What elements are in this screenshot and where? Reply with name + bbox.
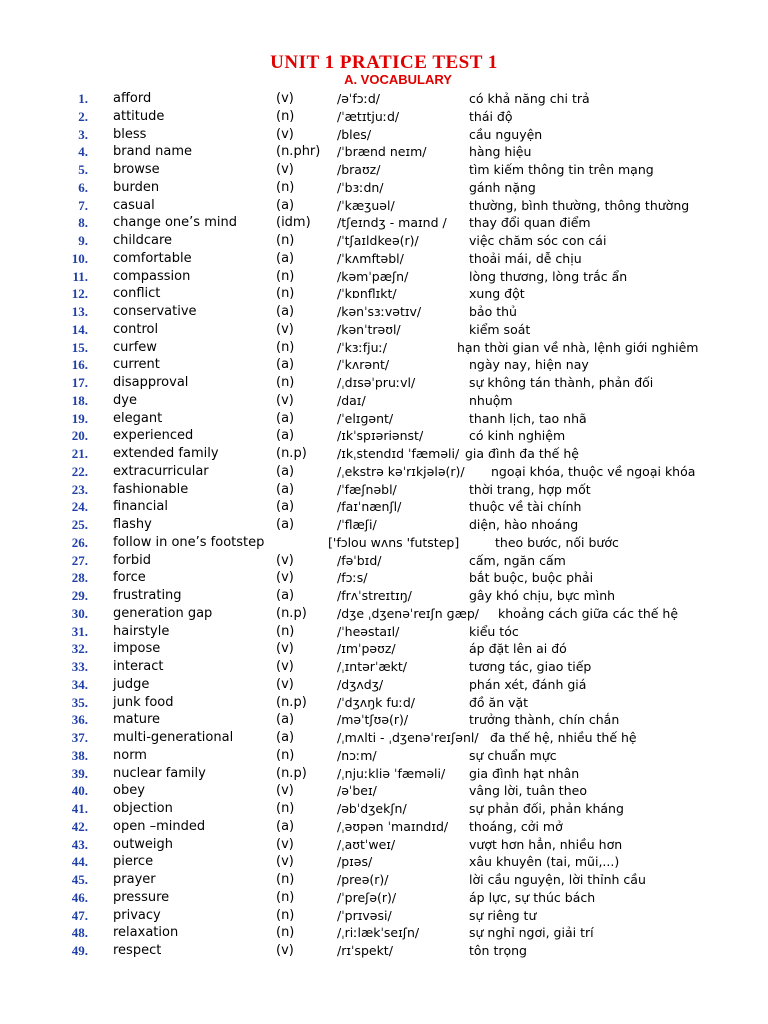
part-of-speech: (v) [276, 659, 294, 674]
item-number: 2. [78, 108, 88, 124]
pronunciation: /dʒʌdʒ/ [337, 676, 384, 692]
item-number: 19. [71, 410, 88, 426]
vietnamese-meaning: hạn thời gian về nhà, lệnh giới nghiêm [457, 339, 699, 355]
vocab-word: flashy [113, 517, 152, 532]
item-number: 40. [71, 783, 88, 799]
vocab-row [0, 605, 768, 623]
part-of-speech: (a) [276, 499, 295, 515]
pronunciation: /daɪ/ [337, 392, 366, 408]
item-number: 49. [71, 943, 88, 958]
vocab-word: junk food [113, 694, 174, 710]
vietnamese-meaning: vượt hơn hẳn, nhiều hơn [469, 836, 623, 852]
vocab-word: force [113, 570, 146, 586]
vocab-row [0, 232, 768, 250]
vocab-row [0, 427, 768, 445]
part-of-speech: (n.p) [276, 605, 307, 621]
item-number: 5. [78, 162, 88, 177]
vocab-row [0, 303, 768, 321]
vocab-word: attitude [113, 108, 165, 124]
part-of-speech: (n.phr) [276, 144, 321, 160]
vocab-row [0, 711, 768, 729]
vocab-word: current [113, 357, 160, 373]
item-number: 18. [71, 392, 88, 408]
vocab-row [0, 90, 768, 108]
vietnamese-meaning: ngày nay, hiện nay [469, 357, 589, 373]
part-of-speech: (n.p) [276, 694, 307, 710]
vietnamese-meaning: kiểu tóc [469, 623, 519, 639]
vocab-row [0, 924, 768, 942]
vietnamese-meaning: kiểm soát [469, 321, 531, 337]
pronunciation: /əbˈdʒekʃn/ [337, 801, 407, 816]
vocab-row [0, 374, 768, 392]
item-number: 43. [71, 836, 88, 852]
vietnamese-meaning: sự chuẩn mực [469, 747, 557, 763]
vietnamese-meaning: gia đình đa thế hệ [465, 446, 579, 461]
vocab-row [0, 587, 768, 605]
vocab-word: compassion [113, 268, 191, 284]
pronunciation: /ɪkˈspɪəriənst/ [337, 428, 424, 444]
part-of-speech: (a) [276, 357, 295, 373]
item-number: 14. [71, 321, 88, 337]
pronunciation: /faɪˈnænʃl/ [337, 499, 402, 515]
vocab-row [0, 871, 768, 889]
part-of-speech: (v) [276, 91, 294, 106]
pronunciation: /tʃeɪndʒ - maɪnd / [337, 215, 447, 231]
vietnamese-meaning: gánh nặng [469, 179, 536, 195]
part-of-speech: (a) [276, 197, 295, 213]
vietnamese-meaning: thuộc về tài chính [469, 499, 582, 515]
item-number: 16. [71, 357, 88, 373]
vocab-row [0, 463, 768, 481]
vocab-word: obey [113, 783, 145, 799]
vocab-row [0, 729, 768, 747]
vocab-row [0, 250, 768, 268]
vocab-word: multi-generational [113, 730, 234, 745]
part-of-speech: (n) [276, 747, 295, 763]
item-number: 4. [78, 144, 88, 160]
vocab-word: conservative [113, 304, 197, 319]
vocab-row [0, 445, 768, 463]
vietnamese-meaning: lòng thương, lòng trắc ẩn [469, 268, 628, 284]
vocab-row [0, 765, 768, 783]
vocab-row [0, 214, 768, 232]
pronunciation: /nɔːm/ [337, 747, 377, 763]
vietnamese-meaning: đa thế hệ, nhiều thế hệ [490, 730, 637, 745]
vocab-word: change one’s mind [113, 215, 237, 231]
vietnamese-meaning: thái độ [469, 108, 513, 124]
part-of-speech: (n) [276, 233, 295, 248]
vietnamese-meaning: sự nghỉ ngơi, giải trí [469, 925, 594, 941]
item-number: 46. [71, 889, 88, 905]
pronunciation: /ˈkʌmftəbl/ [337, 250, 404, 266]
vietnamese-meaning: việc chăm sóc con cái [469, 233, 607, 248]
item-number: 34. [71, 676, 88, 692]
vietnamese-meaning: ngoại khóa, thuộc về ngoại khóa [491, 463, 696, 479]
pronunciation: /braʊz/ [337, 162, 381, 177]
item-number: 9. [78, 233, 88, 248]
item-number: 8. [78, 215, 88, 231]
vocab-row [0, 552, 768, 570]
part-of-speech: (a) [276, 481, 295, 497]
pronunciation: /ˌɪntərˈækt/ [337, 659, 408, 674]
vocab-word: pierce [113, 854, 154, 870]
vocab-word: respect [113, 943, 162, 958]
part-of-speech: (n) [276, 108, 295, 124]
pronunciation: /ˈfæʃnəbl/ [337, 481, 397, 497]
vocab-word: disapproval [113, 375, 189, 390]
pronunciation: /bles/ [337, 126, 372, 142]
item-number: 36. [71, 712, 88, 728]
part-of-speech: (a) [276, 428, 295, 444]
vocab-word: mature [113, 712, 161, 728]
vietnamese-meaning: sự không tán thành, phản đối [469, 375, 654, 390]
vocab-row [0, 694, 768, 712]
part-of-speech: (a) [276, 588, 295, 603]
pronunciation: /kənˈsɜːvətɪv/ [337, 304, 422, 319]
part-of-speech: (a) [276, 250, 295, 266]
vocab-row [0, 481, 768, 499]
vietnamese-meaning: thoáng, cởi mở [469, 818, 563, 834]
vietnamese-meaning: thường, bình thường, thông thường [469, 197, 690, 213]
vietnamese-meaning: áp đặt lên ai đó [469, 641, 567, 657]
pronunciation: /əˈfɔːd/ [337, 91, 380, 106]
pronunciation: /ˈætɪtjuːd/ [337, 108, 400, 124]
vocab-word: objection [113, 801, 173, 816]
item-number: 48. [71, 925, 88, 941]
part-of-speech: (n) [276, 801, 295, 816]
vocab-row [0, 534, 768, 552]
vocab-row [0, 516, 768, 534]
vocab-word: dye [113, 392, 137, 408]
vietnamese-meaning: gia đình hạt nhân [469, 765, 580, 781]
vocab-word: outweigh [113, 836, 174, 852]
pronunciation: /ˈtʃaɪldkeə(r)/ [337, 233, 419, 248]
item-number: 41. [71, 801, 88, 816]
vocab-row [0, 268, 768, 286]
pronunciation: /ˈpreʃə(r)/ [337, 889, 397, 905]
vietnamese-meaning: sự phản đối, phản kháng [469, 801, 624, 816]
vocab-word: extracurricular [113, 463, 209, 479]
vocab-row [0, 285, 768, 303]
item-number: 12. [71, 286, 88, 302]
vietnamese-meaning: phán xét, đánh giá [469, 676, 587, 692]
item-number: 31. [71, 623, 88, 639]
pronunciation: /ɪkˌstendɪd ˈfæməli/ [337, 446, 460, 461]
vocab-row [0, 569, 768, 587]
item-number: 30. [71, 605, 88, 621]
pronunciation: /ˌmʌlti - ˌdʒenəˈreɪʃənl/ [337, 730, 479, 745]
vocab-row [0, 836, 768, 854]
vocab-row [0, 356, 768, 374]
vietnamese-meaning: khoảng cách giữa các thế hệ [498, 605, 679, 621]
pronunciation: /əˈbeɪ/ [337, 783, 377, 799]
vocab-word: judge [113, 676, 150, 692]
pronunciation: /dʒe ˌdʒenəˈreɪʃn ɡæp/ [337, 605, 480, 621]
pronunciation: ['fɔlou wʌns 'futstep] [328, 534, 460, 550]
vocab-row [0, 321, 768, 339]
part-of-speech: (a) [276, 730, 295, 745]
part-of-speech: (n) [276, 623, 295, 639]
part-of-speech: (v) [276, 676, 294, 692]
part-of-speech: (v) [276, 943, 294, 958]
vietnamese-meaning: vâng lời, tuân theo [469, 783, 587, 799]
pronunciation: /ˌekstrə kəˈrɪkjələ(r)/ [337, 463, 465, 479]
item-number: 42. [71, 818, 88, 834]
vocab-word: follow in one’s footstep [113, 534, 265, 550]
item-number: 3. [78, 126, 88, 142]
item-number: 37. [71, 730, 88, 745]
vocab-row [0, 392, 768, 410]
vocab-word: forbid [113, 552, 151, 568]
vietnamese-meaning: xâu khuyên (tai, mũi,...) [469, 854, 620, 870]
vocab-row [0, 161, 768, 179]
vocab-word: experienced [113, 428, 194, 444]
vocab-word: interact [113, 659, 164, 674]
vocab-row [0, 747, 768, 765]
vocab-word: casual [113, 197, 155, 213]
pronunciation: /ˌdɪsəˈpruːvl/ [337, 375, 416, 390]
pronunciation: /frʌˈstreɪtɪŋ/ [337, 588, 412, 603]
part-of-speech: (n) [276, 339, 295, 355]
vocab-row [0, 676, 768, 694]
vocab-word: comfortable [113, 250, 192, 266]
pronunciation: /ˈheəstaɪl/ [337, 623, 400, 639]
vietnamese-meaning: có khả năng chi trả [469, 91, 590, 106]
item-number: 35. [71, 694, 88, 710]
vocab-word: afford [113, 91, 152, 106]
vietnamese-meaning: thời trang, hợp mốt [469, 481, 591, 497]
page-title: UNIT 1 PRATICE TEST 1 [270, 52, 498, 73]
vocab-word: open –minded [113, 818, 206, 834]
part-of-speech: (n.p) [276, 446, 307, 461]
pronunciation: /ˈdʒʌŋk fuːd/ [337, 694, 416, 710]
pronunciation: /ɪmˈpəʊz/ [337, 641, 396, 657]
vocab-word: financial [113, 499, 168, 515]
pronunciation: /ˈbrænd neɪm/ [337, 144, 427, 160]
vocab-row [0, 179, 768, 197]
vocab-word: prayer [113, 872, 156, 887]
item-number: 10. [71, 250, 88, 266]
pronunciation: /ˌəʊpən ˈmaɪndɪd/ [337, 818, 449, 834]
item-number: 13. [71, 304, 88, 319]
item-number: 7. [78, 197, 88, 213]
part-of-speech: (v) [276, 570, 294, 586]
vietnamese-meaning: bắt buộc, buộc phải [469, 570, 594, 586]
item-number: 44. [71, 854, 88, 870]
part-of-speech: (n) [276, 179, 295, 195]
vietnamese-meaning: cấm, ngăn cấm [469, 552, 566, 568]
vocab-word: fashionable [113, 481, 189, 497]
part-of-speech: (n) [276, 907, 295, 923]
vocab-row [0, 126, 768, 144]
vocabulary-list [0, 90, 768, 960]
pronunciation: /preə(r)/ [337, 872, 389, 887]
vocab-row [0, 658, 768, 676]
item-number: 20. [71, 428, 88, 444]
vocab-word: brand name [113, 144, 193, 160]
vocab-word: generation gap [113, 605, 213, 621]
pronunciation: /fəˈbɪd/ [337, 552, 382, 568]
vocab-row [0, 907, 768, 925]
vietnamese-meaning: xung đột [469, 286, 525, 302]
part-of-speech: (v) [276, 321, 294, 337]
pronunciation: /ˈkɜːfjuː/ [337, 339, 387, 355]
item-number: 28. [71, 570, 88, 586]
part-of-speech: (n) [276, 375, 295, 390]
item-number: 1. [78, 91, 88, 106]
vietnamese-meaning: sự riêng tư [469, 907, 537, 923]
item-number: 11. [72, 268, 88, 284]
item-number: 47. [71, 907, 88, 923]
pronunciation: /ˈflæʃi/ [337, 517, 377, 532]
vocab-row [0, 498, 768, 516]
pronunciation: /kəmˈpæʃn/ [337, 268, 409, 284]
vietnamese-meaning: theo bước, nối bước [495, 534, 619, 550]
item-number: 38. [71, 747, 88, 763]
item-number: 32. [71, 641, 88, 657]
vocab-word: elegant [113, 410, 163, 426]
item-number: 39. [71, 765, 88, 781]
vocab-word: hairstyle [113, 623, 170, 639]
vocab-row [0, 339, 768, 357]
vietnamese-meaning: áp lực, sự thúc bách [469, 889, 596, 905]
item-number: 22. [71, 463, 88, 479]
pronunciation: /məˈtʃʊə(r)/ [337, 712, 409, 728]
vocab-row [0, 818, 768, 836]
vietnamese-meaning: lời cầu nguyện, lời thỉnh cầu [469, 872, 646, 887]
vietnamese-meaning: hàng hiệu [469, 144, 532, 160]
part-of-speech: (a) [276, 712, 295, 728]
vietnamese-meaning: nhuộm [469, 392, 513, 408]
vietnamese-meaning: thanh lịch, tao nhã [469, 410, 587, 426]
vocab-word: norm [113, 747, 147, 763]
vocab-row [0, 889, 768, 907]
part-of-speech: (n) [276, 925, 295, 941]
vietnamese-meaning: tương tác, giao tiếp [469, 659, 592, 674]
vocab-word: conflict [113, 286, 161, 302]
item-number: 15. [71, 339, 88, 355]
item-number: 21. [71, 446, 88, 461]
vocab-word: childcare [113, 233, 173, 248]
section-heading: A. VOCABULARY [344, 72, 452, 87]
vocab-word: bless [113, 126, 147, 142]
vietnamese-meaning: bảo thủ [469, 304, 517, 319]
item-number: 17. [71, 375, 88, 390]
vocab-word: relaxation [113, 925, 179, 941]
vietnamese-meaning: trưởng thành, chín chắn [469, 712, 620, 728]
vocab-word: extended family [113, 446, 219, 461]
vocab-row [0, 640, 768, 658]
vocab-row [0, 782, 768, 800]
part-of-speech: (a) [276, 818, 295, 834]
vietnamese-meaning: cầu nguyện [469, 126, 543, 142]
part-of-speech: (v) [276, 641, 294, 657]
item-number: 33. [71, 659, 88, 674]
part-of-speech: (idm) [276, 215, 311, 231]
part-of-speech: (v) [276, 854, 294, 870]
part-of-speech: (n.p) [276, 765, 307, 781]
pronunciation: /ˌriːlækˈseɪʃn/ [337, 925, 420, 941]
item-number: 27. [71, 552, 88, 568]
pronunciation: /ˈprɪvəsi/ [337, 907, 392, 923]
pronunciation: /ˈkʌrənt/ [337, 357, 390, 373]
item-number: 26. [71, 534, 88, 550]
pronunciation: /ˌaʊtˈweɪ/ [337, 836, 396, 852]
vietnamese-meaning: có kinh nghiệm [469, 428, 566, 444]
vietnamese-meaning: thay đổi quan điểm [469, 215, 591, 231]
pronunciation: /ˈelɪɡənt/ [337, 410, 394, 426]
part-of-speech: (n) [276, 872, 295, 887]
vietnamese-meaning: gây khó chịu, bực mình [469, 588, 616, 603]
item-number: 24. [71, 499, 88, 515]
vocab-row [0, 143, 768, 161]
vocab-word: pressure [113, 889, 170, 905]
pronunciation: /fɔːs/ [337, 570, 368, 586]
vocab-row [0, 108, 768, 126]
part-of-speech: (a) [276, 304, 295, 319]
vocab-word: impose [113, 641, 161, 657]
pronunciation: /ˌnjuːkliə ˈfæməli/ [337, 765, 446, 781]
vocab-row [0, 800, 768, 818]
vocab-word: frustrating [113, 588, 182, 603]
vietnamese-meaning: tôn trọng [469, 943, 527, 958]
part-of-speech: (v) [276, 162, 294, 177]
pronunciation: /ˈkɒnflɪkt/ [337, 286, 397, 302]
part-of-speech: (v) [276, 836, 294, 852]
part-of-speech: (n) [276, 286, 295, 302]
vocab-row [0, 410, 768, 428]
vietnamese-meaning: đồ ăn vặt [469, 694, 529, 710]
part-of-speech: (a) [276, 517, 295, 532]
item-number: 29. [71, 588, 88, 603]
part-of-speech: (n) [276, 268, 295, 284]
pronunciation: /kənˈtrəʊl/ [337, 321, 401, 337]
part-of-speech: (a) [276, 463, 295, 479]
part-of-speech: (v) [276, 392, 294, 408]
part-of-speech: (v) [276, 126, 294, 142]
vocab-word: burden [113, 179, 160, 195]
vocab-word: control [113, 321, 159, 337]
item-number: 45. [71, 872, 88, 887]
vocab-word: curfew [113, 339, 157, 355]
pronunciation: /ˈbɜːdn/ [337, 179, 384, 195]
vocab-row [0, 942, 768, 960]
vocab-word: privacy [113, 907, 161, 923]
vocab-word: nuclear family [113, 765, 206, 781]
part-of-speech: (v) [276, 783, 294, 799]
vocab-word: browse [113, 162, 160, 177]
item-number: 23. [71, 481, 88, 497]
vocab-row [0, 197, 768, 215]
vocab-row [0, 853, 768, 871]
vietnamese-meaning: thoải mái, dễ chịu [469, 250, 582, 266]
item-number: 25. [71, 517, 88, 532]
vietnamese-meaning: tìm kiếm thông tin trên mạng [469, 162, 654, 177]
vocab-row [0, 623, 768, 641]
vietnamese-meaning: diện, hào nhoáng [469, 517, 579, 532]
part-of-speech: (n) [276, 889, 295, 905]
part-of-speech: (a) [276, 410, 295, 426]
part-of-speech: (v) [276, 552, 294, 568]
pronunciation: /rɪˈspekt/ [337, 943, 393, 958]
pronunciation: /ˈkæʒuəl/ [337, 197, 395, 213]
pronunciation: /pɪəs/ [337, 854, 373, 870]
item-number: 6. [78, 179, 88, 195]
